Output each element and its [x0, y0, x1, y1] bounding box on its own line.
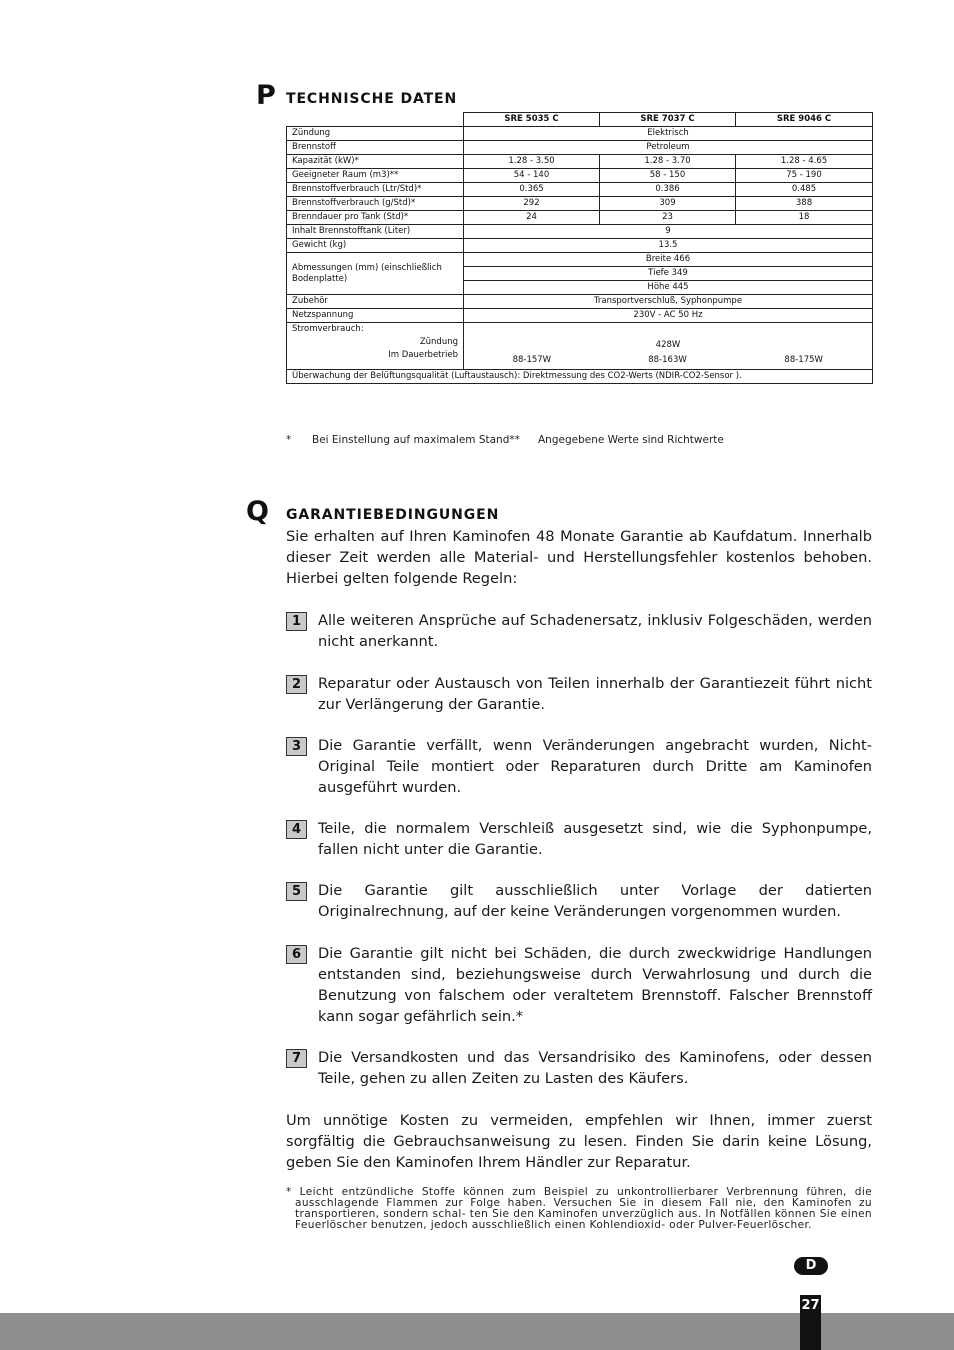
- row-label: Zündung: [287, 127, 464, 141]
- item-number: 2: [286, 675, 307, 694]
- row-value: 18: [736, 211, 873, 225]
- row-value: Breite 466: [464, 253, 873, 267]
- row-value: 309: [600, 197, 736, 211]
- row-value: 230V - AC 50 Hz: [464, 309, 873, 323]
- row-value: Elektrisch: [464, 127, 873, 141]
- section-letter-q: Q: [246, 496, 269, 527]
- note-dstar-text: Angegebene Werte sind Richtwerte: [538, 434, 724, 446]
- item-number: 6: [286, 945, 307, 964]
- page-number: 27: [800, 1295, 821, 1350]
- row-value: Tiefe 349: [464, 267, 873, 281]
- footnote: [286, 1187, 872, 1231]
- item-text: Die Garantie gilt nicht bei Schäden, die durch zweckwidrige Handlungen entstanden sind, beziehungsweise durch Verwahrlosung und durch die Benutzung von falschem oder veraltetem Brennstoff. Falscher Brennstoff kann sogar gefährlich sein.*: [318, 945, 872, 1025]
- strom-label: Stromverbrauch:: [292, 324, 364, 334]
- table-row: [287, 295, 873, 309]
- row-label: Netzspannung: [287, 309, 464, 323]
- item-number: 1: [286, 612, 307, 631]
- list-item: [286, 610, 872, 652]
- table-row-header: [287, 113, 873, 127]
- row-value: 23: [600, 211, 736, 225]
- table-row: [287, 183, 873, 197]
- outro-paragraph: Um unnötige Kosten zu vermeiden, empfehlen wir Ihnen, immer zuerst sorgfältig die Gebrauchsanweisung zu lesen. Finden Sie darin keine Lösung, geben Sie den Kaminofen Ihrem Händler zur Reparatur.: [286, 1112, 872, 1171]
- row-value: 1.28 - 3.50: [464, 155, 600, 169]
- item-text: Alle weiteren Ansprüche auf Schadenersatz, inklusiv Folgeschäden, werden nicht anerkannt.: [318, 612, 872, 650]
- strom-dauer-value: 88-163W: [648, 355, 687, 365]
- note-star: *: [286, 434, 292, 446]
- list-item: [286, 943, 872, 1027]
- item-number: 3: [286, 737, 307, 756]
- row-value: 9: [464, 225, 873, 239]
- item-text: Die Garantie verfällt, wenn Veränderungen angebracht wurden, Nicht- Original Teile montiert oder Reparaturen durch Dritte am Kaminofen ausgeführt wurden.: [318, 737, 872, 796]
- ueberwachung-row: Überwachung der Belüftungsqualität (Luftaustausch): Direktmessung des CO2-Werts (NDIR-CO2-Sensor ).: [287, 370, 873, 384]
- item-number: 7: [286, 1049, 307, 1068]
- row-value: 388: [736, 197, 873, 211]
- table-row: [287, 141, 873, 155]
- model-header: SRE 9046 C: [736, 113, 873, 127]
- model-header: SRE 7037 C: [600, 113, 736, 127]
- list-item: [286, 1047, 872, 1089]
- row-label: Zubehör: [287, 295, 464, 309]
- table-row: [287, 225, 873, 239]
- row-value: 0.386: [600, 183, 736, 197]
- row-label: Gewicht (kg): [287, 239, 464, 253]
- spec-table: [286, 112, 873, 384]
- table-row: [287, 211, 873, 225]
- row-value: 1.28 - 3.70: [600, 155, 736, 169]
- row-label: Kapazität (kW)*: [287, 155, 464, 169]
- list-item: [286, 880, 872, 922]
- row-value: 54 - 140: [464, 169, 600, 183]
- table-notes: [286, 434, 724, 446]
- row-label: [287, 323, 464, 370]
- row-value: 1.28 - 4.65: [736, 155, 873, 169]
- section-title-garantiebedingungen: GARANTIEBEDINGUNGEN: [286, 507, 500, 523]
- row-label: Brennstoffverbrauch (Ltr/Std)*: [287, 183, 464, 197]
- row-value: 24: [464, 211, 600, 225]
- item-number: 5: [286, 882, 307, 901]
- model-header: SRE 5035 C: [464, 113, 600, 127]
- row-value: 13.5: [464, 239, 873, 253]
- item-number: 4: [286, 820, 307, 839]
- footnote-text: * Leicht entzündliche Stoffe können zum Beispiel zu unkontrollierbarer Verbrennung führen, die ausschlagende Flammen zur Folge haben. Versuchen Sie in diesem Fall nie, den Kaminofen zu transportieren, sondern schal- ten Sie den Kaminofen unverzüglich aus. In Notfällen können Sie einen Feuerlöscher benutzen, jedoch ausschließlich einen Kohlendioxid- oder Pulver-Feuerlöscher.: [286, 1186, 872, 1231]
- item-text: Die Versandkosten und das Versandrisiko des Kaminofens, oder dessen Teile, gehen zu allen Zeiten zu Lasten des Käufers.: [318, 1049, 872, 1087]
- section-title-technische-daten: TECHNISCHE DATEN: [286, 91, 458, 107]
- row-label: Inhalt Brennstofftank (Liter): [287, 225, 464, 239]
- table-row-strom: [287, 323, 873, 370]
- row-value: 0.365: [464, 183, 600, 197]
- strom-dauer-value: 88-175W: [784, 355, 823, 365]
- strom-zuendung-value: 428W: [655, 340, 681, 350]
- table-row: [287, 197, 873, 211]
- list-item: [286, 673, 872, 715]
- row-value: 292: [464, 197, 600, 211]
- row-value: Transportverschluß, Syphonpumpe: [464, 295, 873, 309]
- row-value: Petroleum: [464, 141, 873, 155]
- row-label: Brenndauer pro Tank (Std)*: [287, 211, 464, 225]
- strom-values: [464, 323, 873, 370]
- note-star-text: Bei Einstellung auf maximalem Stand**: [312, 434, 520, 446]
- row-label: Abmessungen (mm) (einschließlich Bodenplatte): [287, 253, 464, 295]
- strom-dauer-value: 88-157W: [512, 355, 552, 365]
- row-label: Brennstoff: [287, 141, 464, 155]
- table-row: [287, 169, 873, 183]
- row-label: Brennstoffverbrauch (g/Std)*: [287, 197, 464, 211]
- item-text: Die Garantie gilt ausschließlich unter Vorlage der datierten Originalrechnung, auf der keine Veränderungen vorgenommen wurden.: [318, 882, 872, 920]
- table-row: [287, 127, 873, 141]
- list-item: [286, 818, 872, 860]
- item-text: Reparatur oder Austausch von Teilen innerhalb der Garantiezeit führt nicht zur Verlängerung der Garantie.: [318, 675, 872, 713]
- table-row: [287, 309, 873, 323]
- strom-zuendung-label: Zündung: [419, 337, 458, 347]
- language-badge: D: [794, 1257, 828, 1275]
- strom-dauer-label: Im Dauerbetrieb: [388, 350, 458, 360]
- row-value: Höhe 445: [464, 281, 873, 295]
- row-value: 58 - 150: [600, 169, 736, 183]
- list-item: [286, 735, 872, 798]
- table-row: [287, 239, 873, 253]
- intro-paragraph: Sie erhalten auf Ihren Kaminofen 48 Monate Garantie ab Kaufdatum. Innerhalb dieser Zeit werden alle Material- und Herstellungsfehler kostenlos behoben. Hierbei gelten folgende Regeln:: [286, 528, 872, 587]
- table-row: [287, 155, 873, 169]
- table-row: [287, 253, 873, 267]
- row-value: 75 - 190: [736, 169, 873, 183]
- table-row: [287, 370, 873, 384]
- item-text: Teile, die normalem Verschleiß ausgesetzt sind, wie die Syphonpumpe, fallen nicht unter die Garantie.: [318, 820, 872, 858]
- section-letter-p: P: [256, 80, 276, 111]
- row-value: 0.485: [736, 183, 873, 197]
- row-label: Geeigneter Raum (m3)**: [287, 169, 464, 183]
